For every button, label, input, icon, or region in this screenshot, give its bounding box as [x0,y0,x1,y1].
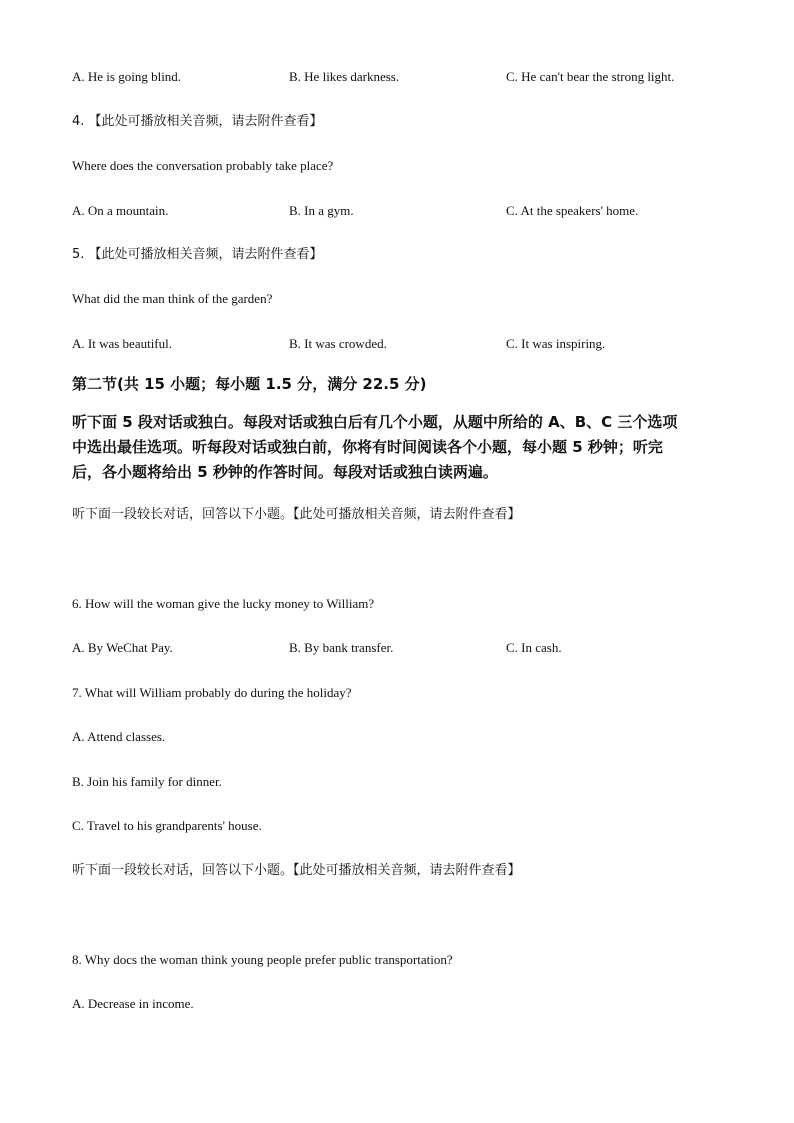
q5-option-b: B. It was crowded. [289,336,387,351]
q3-option-a: A. He is going blind. [72,69,182,84]
section2-instructions-line3: 后，各小题将给出 5 秒钟的作答时间。每段对话或独白读两遍。 [72,463,498,481]
q4-audio-link[interactable]: 4. 【此处可播放相关音频，请去附件查看】 [72,114,323,129]
q4-option-c: C. At the speakers' home. [506,203,639,218]
q3-option-b: B. He likes darkness. [289,69,400,84]
q8-question: 8. Why docs the woman think young people prefer public transportation? [72,952,453,967]
q8-option-a: A. Decrease in income. [72,996,194,1011]
q7-option-b: B. Join his family for dinner. [72,774,222,789]
q7-question: 7. What will William probably do during the holiday? [72,685,352,700]
q7-option-a: A. Attend classes. [72,729,166,744]
q6-option-b: B. By bank transfer. [289,640,394,655]
q4-option-a: A. On a mountain. [72,203,169,218]
q3-option-c: C. He can't bear the strong light. [506,69,675,84]
q5-option-a: A. It was beautiful. [72,336,173,351]
q4-question: Where does the conversation probably take place? [72,158,334,173]
q6-question: 6. How will the woman give the lucky money to William? [72,596,375,611]
q5-option-c: C. It was inspiring. [506,336,606,351]
q6-option-a: A. By WeChat Pay. [72,640,173,655]
q5-audio-link[interactable]: 5. 【此处可播放相关音频，请去附件查看】 [72,247,323,262]
section2-instructions-line1: 听下面 5 段对话或独白。每段对话或独白后有几个小题，从题中所给的 A、B、C 三个选项 [72,413,678,431]
q6-option-c: C. In cash. [506,640,562,655]
q5-question: What did the man think of the garden? [72,291,273,306]
q4-option-b: B. In a gym. [289,203,354,218]
section2-title: 第二节(共 15 小题；每小题 1.5 分，满分 22.5 分) [72,375,427,393]
section2-instructions-line2: 中选出最佳选项。听每段对话或独白前，你将有时间阅读各个小题，每小题 5 秒钟；听完 [72,438,663,456]
q7-option-c: C. Travel to his grandparents' house. [72,818,262,833]
dialog2-audio-prompt[interactable]: 听下面一段较长对话，回答以下小题。【此处可播放相关音频，请去附件查看】 [72,863,521,878]
dialog1-audio-prompt[interactable]: 听下面一段较长对话，回答以下小题。【此处可播放相关音频，请去附件查看】 [72,507,521,522]
